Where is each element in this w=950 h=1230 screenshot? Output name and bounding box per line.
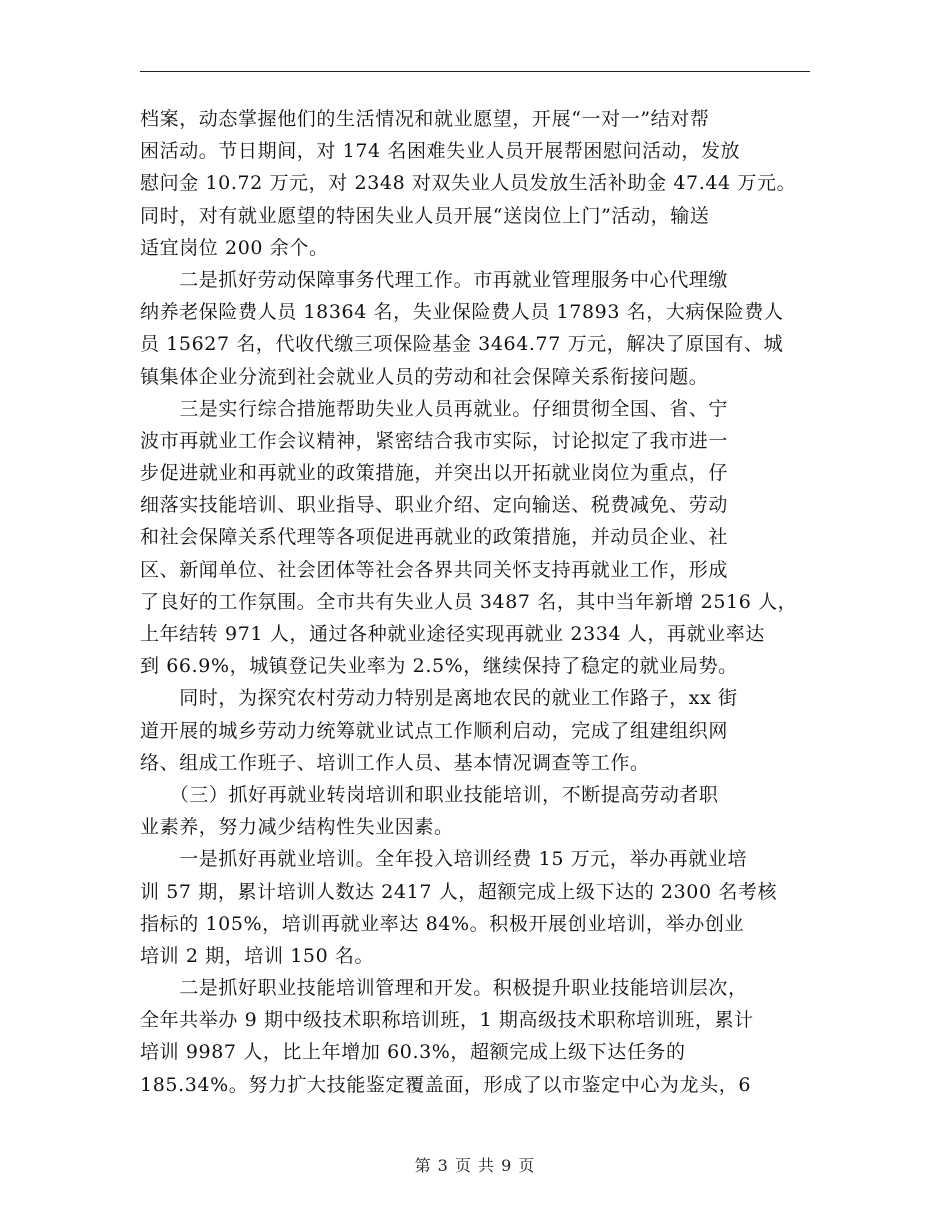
text-line: 业素养，努力减少结构性失业因素。 <box>140 816 454 839</box>
text-line: 细落实技能培训、职业指导、职业介绍、定向输送、税费减免、劳动 <box>140 494 729 517</box>
text-line: 了良好的工作氛围。全市共有失业人员 3487 名，其中当年新增 2516 人， <box>140 590 798 613</box>
text-line: （三）抓好再就业转岗培训和职业技能培训，不断提高劳动者职 <box>140 783 719 806</box>
text-line: 指标的 105%，培训再就业率达 84%。积极开展创业培训，举办创业 <box>140 912 745 935</box>
text-line: 培训 2 期，培训 150 名。 <box>140 944 375 967</box>
text-line: 区、新闻单位、社会团体等社会各界共同关怀支持再就业工作，形成 <box>140 558 729 581</box>
text-line: 镇集体企业分流到社会就业人员的劳动和社会保障关系衔接问题。 <box>140 365 709 388</box>
header-rule <box>140 71 810 72</box>
page-footer: 第 3 页 共 9 页 <box>414 1156 536 1175</box>
text-line: 慰问金 10.72 万元，对 2348 对双失业人员发放生活补助金 47.44 万元。 <box>140 172 797 195</box>
text-line: 到 66.9%，城镇登记失业率为 2.5%，继续保持了稳定的就业局势。 <box>140 655 738 678</box>
text-line: 三是实行综合措施帮助失业人员再就业。仔细贯彻全国、省、宁 <box>140 397 729 420</box>
text-line: 二是抓好劳动保障事务代理工作。市再就业管理服务中心代理缴 <box>140 268 729 291</box>
text-line: 训 57 期，累计培训人数达 2417 人，超额完成上级下达的 2300 名考核 <box>140 880 778 903</box>
text-line: 步促进就业和再就业的政策措施，并突出以开拓就业岗位为重点，仔 <box>140 462 729 485</box>
text-line: 络、组成工作班子、培训工作人员、基本情况调查等工作。 <box>140 751 650 774</box>
text-line: 同时，为探究农村劳动力特别是离地农民的就业工作路子，xx 街 <box>140 687 738 710</box>
text-line: 适宜岗位 200 余个。 <box>140 236 329 259</box>
text-line: 上年结转 971 人，通过各种就业途径实现再就业 2334 人，再就业率达 <box>140 623 765 645</box>
text-line: 二是抓好职业技能培训管理和开发。积极提升职业技能培训层次， <box>140 977 748 1000</box>
text-line: 档案，动态掌握他们的生活情况和就业愿望，开展“一对一”结对帮 <box>140 108 710 130</box>
text-line: 纳养老保险费人员 18364 名，失业保险费人员 17893 名，大病保险费人 <box>140 301 784 324</box>
text-line: 同时，对有就业愿望的特困失业人员开展“送岗位上门”活动，输送 <box>140 204 710 227</box>
text-line: 一是抓好再就业培训。全年投入培训经费 15 万元，举办再就业培 <box>140 848 748 871</box>
text-line: 185.34%。努力扩大技能鉴定覆盖面，形成了以市鉴定中心为龙头，6 <box>140 1073 752 1096</box>
text-line: 道开展的城乡劳动力统筹就业试点工作顺利启动，完成了组建组织网 <box>140 719 729 742</box>
text-line: 困活动。节日期间，对 174 名困难失业人员开展帮困慰问活动，发放 <box>140 140 741 163</box>
text-line: 员 15627 名，代收代缴三项保险基金 3464.77 万元，解决了原国有、城 <box>140 333 784 356</box>
text-line: 全年共举办 9 期中级技术职称培训班，1 期高级技术职称培训班，累计 <box>140 1009 754 1032</box>
text-line: 培训 9987 人，比上年增加 60.3%，超额完成上级下达任务的 <box>140 1041 686 1064</box>
document-body <box>140 103 812 1101</box>
text-line: 和社会保障关系代理等各项促进再就业的政策措施，并动员企业、社 <box>140 526 729 549</box>
text-line: 波市再就业工作会议精神，紧密结合我市实际，讨论拟定了我市进一 <box>140 429 729 452</box>
